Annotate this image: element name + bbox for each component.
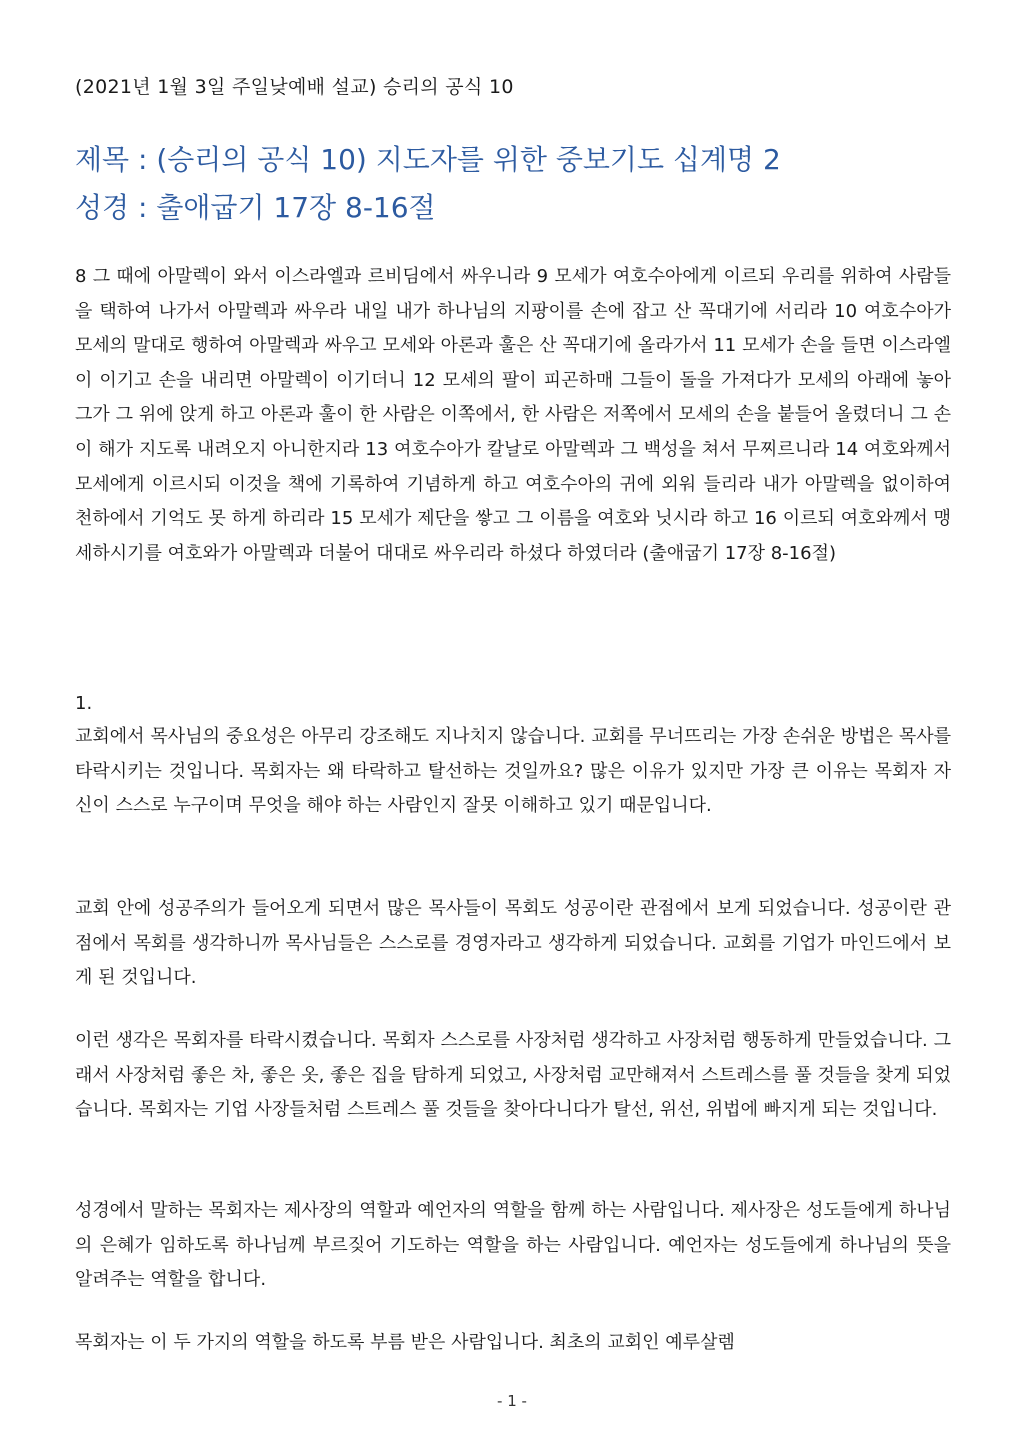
title-block [75,136,781,232]
sermon-title: 제목 : (승리의 공식 10) 지도자를 위한 중보기도 십계명 2 [75,143,781,176]
scripture-text: 8 그 때에 아말렉이 와서 이스라엘과 르비딤에서 싸우니라 9 모세가 여호수아에게 이르되 우리를 위하여 사람들을 택하여 나가서 아말렉과 싸우라 내일 내가 하나님의 지팡이를 손에 잡고 산 꼭대기에 서리라 10 여호수아가 모세의 말대로 행하여 아말렉과 싸우고 모세와 아론과 훌은 산 꼭대기에 올라가서 11 모세가 손을 들면 이스라엘이 이기고 손을 내리면 아말렉이 이기더니 12 모세의 팔이 피곤하매 그들이 돌을 가져다가 모세의 아래에 놓아 그가 그 위에 앉게 하고 아론과 훌이 한 사람은 이쪽에서, 한 사람은 저쪽에서 모세의 손을 붙들어 올렸더니 그 손이 해가 지도록 내려오지 아니한지라 13 여호수아가 칼날로 아말렉과 그 백성을 쳐서 무찌르니라 14 여호와께서 모세에게 이르시되 이것을 책에 기록하여 기념하게 하고 여호수아의 귀에 외워 들리라 내가 아말렉을 없이하여 천하에서 기억도 못 하게 하리라 15 모세가 제단을 쌓고 그 이름을 여호와 닛시라 하고 16 이르되 여호와께서 맹세하시기를 여호와가 아말렉과 더불어 대대로 싸우리라 하셨다 하였더라 (출애굽기 17장 8-16절) [75,266,951,564]
paragraph: 교회에서 목사님의 중요성은 아무리 강조해도 지나치지 않습니다. 교회를 무너뜨리는 가장 손쉬운 방법은 목사를 타락시키는 것입니다. 목회자는 왜 타락하고 탈선하는 것일까요? 많은 이유가 있지만 가장 큰 이유는 목회자 자신이 스스로 누구이며 무엇을 해야 하는 사람인지 잘못 이해하고 있기 때문입니다. [75,726,951,817]
paragraph: 성경에서 말하는 목회자는 제사장의 역할과 예언자의 역할을 함께 하는 사람입니다. 제사장은 성도들에게 하나님의 은혜가 임하도록 하나님께 부르짖어 기도하는 역할을 하는 사람입니다. 예언자는 성도들에게 하나님의 뜻을 알려주는 역할을 합니다. [75,1200,951,1291]
scripture-reference: 성경 : 출애굽기 17장 8-16절 [75,191,436,224]
paragraph: 교회 안에 성공주의가 들어오게 되면서 많은 목사들이 목회도 성공이란 관점에서 보게 되었습니다. 성공이란 관점에서 목회를 생각하니까 목사님들은 스스로를 경영자라고 생각하게 되었습니다. 교회를 기업가 마인드에서 보게 된 것입니다. [75,898,951,989]
sermon-header: (2021년 1월 3일 주일낮예배 설교) 승리의 공식 10 [75,76,514,98]
paragraph: 목회자는 이 두 가지의 역할을 하도록 부름 받은 사람입니다. 최초의 교회인 예루살렘 [75,1332,735,1353]
paragraph: 이런 생각은 목회자를 타락시켰습니다. 목회자 스스로를 사장처럼 생각하고 사장처럼 행동하게 만들었습니다. 그래서 사장처럼 좋은 차, 좋은 옷, 좋은 집을 탐하게 되었고, 사장처럼 교만해져서 스트레스를 풀 것들을 찾게 되었습니다. 목회자는 기업 사장들처럼 스트레스 풀 것들을 찾아다니다가 탈선, 위선, 위법에 빠지게 되는 것입니다. [75,1030,951,1121]
page-number: - 1 - [497,1392,527,1410]
section-number: 1. [75,693,93,714]
